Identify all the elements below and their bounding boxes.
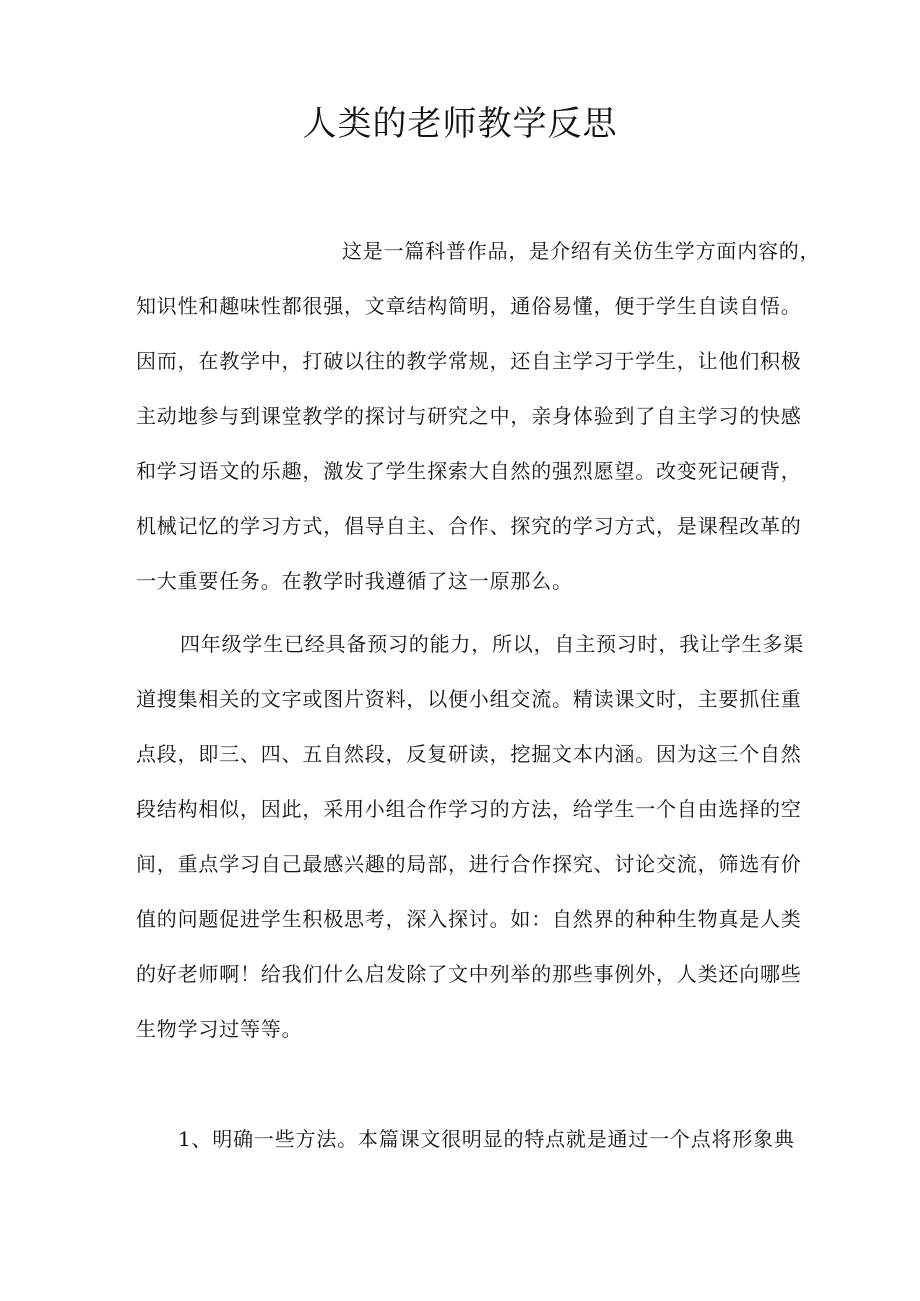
paragraph-line: 点段，即三、四、五自然段，反复研读，挖掘文本内涵。因为这三个自然 [136,742,802,766]
paragraph-line: 主动地参与到课堂教学的探讨与研究之中，亲身体验到了自主学习的快感 [136,404,802,428]
paragraph-line: 生物学习过等等。 [136,1017,303,1041]
paragraph-line: 因而，在教学中，打破以往的教学常规，还自主学习于学生，让他们积极 [136,349,802,373]
document-title: 人类的老师教学反思 [302,104,618,144]
paragraph-line: 和学习语文的乐趣，激发了学生探索大自然的强烈愿望。改变死记硬背， [136,459,802,483]
paragraph-line: 四年级学生已经具备预习的能力，所以，自主预习时，我让学生多渠 [180,632,804,656]
paragraph-line: 知识性和趣味性都很强，文章结构简明，通俗易懂，便于学生自读自悟。 [136,294,802,318]
paragraph-line: 一大重要任务。在教学时我遵循了这一原那么。 [136,569,573,593]
paragraph-line: 这是一篇科普作品，是介绍有关仿生学方面内容的， [342,239,821,263]
paragraph-line: 段结构相似，因此，采用小组合作学习的方法，给学生一个自由选择的空 [136,797,802,821]
list-item-1: 1、明确一些方法。本篇课文很明显的特点就是通过一个点将形象典 [178,1127,795,1151]
paragraph-line: 的好老师啊！给我们什么启发除了文中列举的那些事例外，人类还向哪些 [136,962,802,986]
paragraph-line: 间，重点学习自己最感兴趣的局部，进行合作探究、讨论交流，筛选有价 [136,852,802,876]
paragraph-line: 值的问题促进学生积极思考，深入探讨。如：自然界的种种生物真是人类 [136,907,802,931]
paragraph-line: 机械记忆的学习方式，倡导自主、合作、探究的学习方式，是课程改革的 [136,514,802,538]
paragraph-line: 道搜集相关的文字或图片资料，以便小组交流。精读课文时，主要抓住重 [136,687,802,711]
